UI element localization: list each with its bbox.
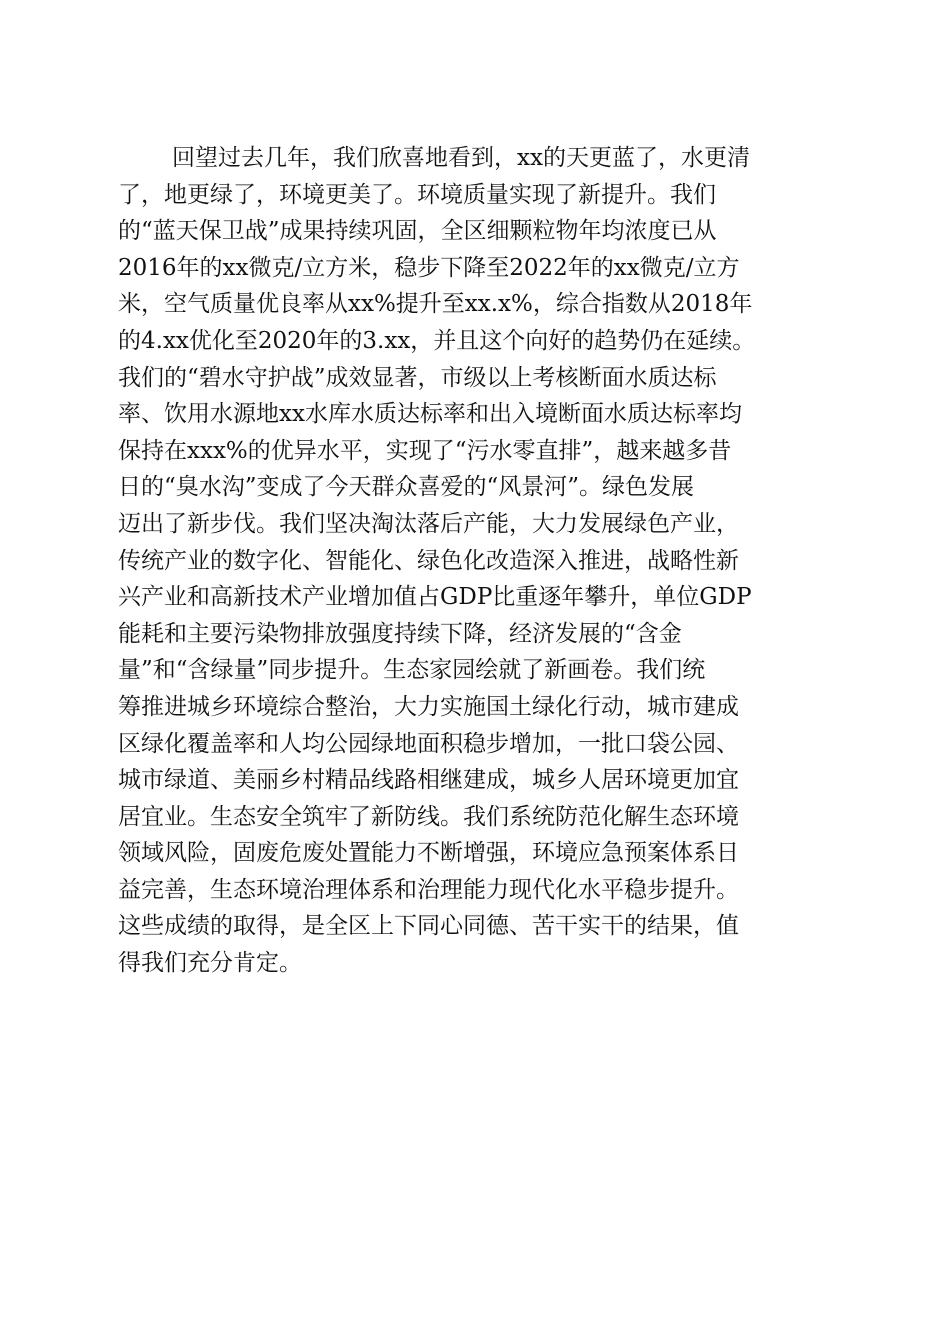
paragraph-line: 领域风险，固废危废处置能力不断增强，环境应急预案体系日 <box>118 840 739 867</box>
paragraph-line: 迈出了新步伐。我们坚决淘汰落后产能，大力发展绿色产业， <box>118 510 739 537</box>
paragraph-line: 回望过去几年，我们欣喜地看到，xx的天更蓝了，水更清 <box>172 145 750 171</box>
paragraph-line: 我们的“碧水守护战”成效显著，市级以上考核断面水质达标 <box>118 364 717 391</box>
paragraph-line: 保持在xxx%的优异水平，实现了“污水零直排”，越来越多昔 <box>118 437 732 464</box>
body-paragraph <box>118 140 838 982</box>
paragraph-line: 筹推进城乡环境综合整治，大力实施国土绿化行动，城市建成 <box>118 693 739 720</box>
paragraph-line: 的4.xx优化至2020年的3.xx，并且这个向好的趋势仍在延续。 <box>118 327 756 354</box>
paragraph-line: 居宜业。生态安全筑牢了新防线。我们系统防范化解生态环境 <box>118 803 739 830</box>
paragraph-line: 传统产业的数字化、智能化、绿色化改造深入推进，战略性新 <box>118 547 739 574</box>
paragraph-line: 日的“臭水沟”变成了今天群众喜爱的“风景河”。绿色发展 <box>118 474 695 501</box>
paragraph-line: 量”和“含绿量”同步提升。生态家园绘就了新画卷。我们统 <box>118 657 706 684</box>
paragraph-line: 这些成绩的取得，是全区上下同心同德、苦干实干的结果，值 <box>118 913 739 940</box>
paragraph-line: 了，地更绿了，环境更美了。环境质量实现了新提升。我们 <box>118 181 716 208</box>
paragraph-line: 区绿化覆盖率和人均公园绿地面积稳步增加，一批口袋公园、 <box>118 730 739 757</box>
paragraph-line: 2016年的xx微克/立方米，稳步下降至2022年的xx微克/立方 <box>118 254 740 281</box>
paragraph-line: 兴产业和高新技术产业增加值占GDP比重逐年攀升，单位GDP <box>118 584 752 611</box>
paragraph-line: 的“蓝天保卫战”成果持续巩固，全区细颗粒物年均浓度已从 <box>118 218 717 245</box>
paragraph-line: 率、饮用水源地xx水库水质达标率和出入境断面水质达标率均 <box>118 401 742 428</box>
paragraph-line: 城市绿道、美丽乡村精品线路相继建成，城乡人居环境更加宜 <box>118 767 739 794</box>
paragraph-line: 能耗和主要污染物排放强度持续下降，经济发展的“含金 <box>118 620 682 647</box>
paragraph-line: 得我们充分肯定。 <box>118 950 302 977</box>
paragraph-line: 益完善，生态环境治理体系和治理能力现代化水平稳步提升。 <box>118 876 739 903</box>
paragraph-line: 米，空气质量优良率从xx%提升至xx.x%，综合指数从2018年 <box>118 291 753 318</box>
